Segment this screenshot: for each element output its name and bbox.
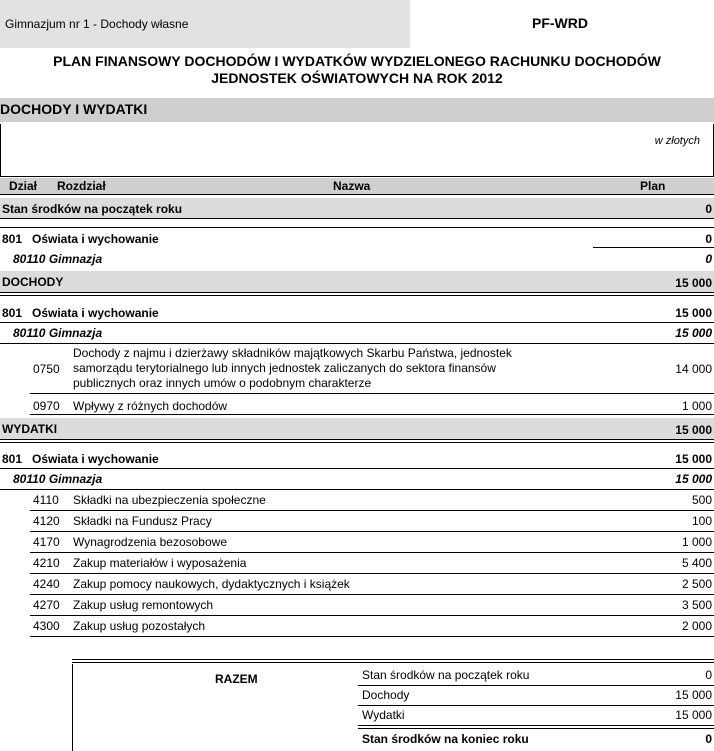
item-value: 2 000 [681, 619, 712, 633]
rozdzial-value: 15 000 [675, 472, 712, 486]
opening-balance-row [0, 198, 714, 218]
item-name: Wynagrodzenia bezosobowe [73, 535, 227, 549]
expenses-total-row [0, 418, 714, 439]
rozdzial-value: 0 [705, 252, 712, 266]
opening-dzial-row [0, 232, 714, 248]
dzial-code: 801 [2, 232, 23, 246]
item-code: 4270 [33, 598, 60, 612]
section-title: DOCHODY I WYDATKI [0, 101, 148, 117]
expense-item-row [0, 535, 714, 551]
summary-row-name: Wydatki [362, 708, 405, 722]
divider [30, 552, 714, 553]
divider [0, 218, 714, 219]
income-dzial-row [0, 306, 714, 322]
document-title-line2: JEDNOSTEK OŚWIATOWYCH NA ROK 2012 [211, 70, 503, 86]
col-nazwa: Nazwa [333, 179, 371, 193]
divider [30, 594, 714, 595]
divider [30, 393, 714, 394]
divider [0, 439, 714, 443]
item-value: 14 000 [675, 362, 712, 376]
item-name-line: samorządu terytorialnego lub innych jednostek zaliczanych do sektora finansów [73, 361, 496, 375]
item-name: Zakup pomocy naukowych, dydaktycznych i książek [73, 577, 350, 591]
opening-balance-value: 0 [705, 202, 712, 216]
divider [593, 247, 714, 248]
summary-row-name: Stan środków na początek roku [362, 668, 530, 682]
col-dzial: Dział [9, 179, 38, 193]
rozdzial-label: 80110 Gimnazja [13, 472, 103, 486]
item-code: 0970 [33, 399, 60, 413]
form-code: PF-WRD [532, 15, 588, 31]
item-code: 4170 [33, 535, 60, 549]
income-item-row [0, 346, 714, 394]
closing-balance-value: 0 [705, 732, 712, 746]
item-code: 0750 [33, 362, 60, 376]
summary-row-value: 15 000 [675, 708, 712, 722]
summary-row [362, 688, 714, 704]
item-name: Zakup materiałów i wyposażenia [73, 556, 247, 570]
col-plan: Plan [640, 179, 666, 193]
unit-note-box [0, 124, 714, 177]
item-value: 1 000 [681, 399, 712, 413]
divider [358, 685, 714, 686]
summary-row-name: Dochody [362, 688, 410, 702]
summary-row-value: 15 000 [675, 688, 712, 702]
dzial-name: Oświata i wychowanie [32, 452, 159, 466]
closing-balance-row [362, 732, 714, 748]
divider [0, 227, 714, 228]
item-name-line: Dochody z najmu i dzierżawy składników majątkowych Skarbu Państwa, jednostek [73, 346, 512, 360]
dzial-value: 15 000 [675, 306, 712, 320]
item-value: 2 500 [681, 577, 712, 591]
divider [30, 531, 714, 532]
item-code: 4210 [33, 556, 60, 570]
divider [30, 510, 714, 511]
item-code: 4240 [33, 577, 60, 591]
dzial-value: 15 000 [675, 452, 712, 466]
rozdzial-value: 15 000 [675, 326, 712, 340]
dzial-name: Oświata i wychowanie [32, 232, 159, 246]
expense-item-row [0, 577, 714, 593]
divider [0, 322, 714, 323]
dzial-code: 801 [2, 452, 23, 466]
summary-row-value: 0 [705, 668, 712, 682]
item-value: 100 [691, 514, 712, 528]
divider [30, 414, 714, 415]
item-name-line: publicznych oraz innych umów o podobnym charakterze [73, 376, 372, 390]
rozdzial-label: 80110 Gimnazja [13, 252, 103, 266]
summary-divider [72, 659, 714, 663]
rozdzial-label: 80110 Gimnazja [13, 326, 103, 340]
expense-item-row [0, 556, 714, 572]
expenses-rozdzial-row [0, 472, 714, 488]
expense-item-row [0, 619, 714, 635]
unit-note: w złotych [654, 135, 700, 147]
opening-balance-label: Stan środków na początek roku [2, 202, 183, 216]
expenses-label: WYDATKI [2, 422, 58, 436]
expenses-dzial-row [0, 452, 714, 468]
item-code: 4120 [33, 514, 60, 528]
expense-item-row [0, 514, 714, 530]
unit-name: Gimnazjum nr 1 - Dochody własne [5, 17, 189, 31]
summary-row [362, 668, 714, 684]
item-code: 4300 [33, 619, 60, 633]
item-name: Zakup usług pozostałych [73, 619, 206, 633]
summary-label: RAZEM [215, 672, 258, 686]
item-name: Zakup usług remontowych [73, 598, 214, 612]
closing-balance-label: Stan środków na koniec roku [362, 732, 529, 746]
item-name: Składki na ubezpieczenia społeczne [73, 493, 266, 507]
income-total: 15 000 [675, 276, 712, 290]
item-value: 3 500 [681, 598, 712, 612]
expense-item-row [0, 493, 714, 509]
divider [358, 725, 714, 729]
divider [0, 292, 714, 296]
divider [30, 615, 714, 616]
item-value: 500 [691, 493, 712, 507]
dzial-code: 801 [2, 306, 23, 320]
income-label: DOCHODY [2, 275, 64, 289]
item-name: Wpływy z różnych dochodów [73, 399, 228, 413]
divider [30, 573, 714, 574]
opening-rozdzial-row [0, 252, 714, 268]
divider [0, 468, 714, 469]
dzial-name: Oświata i wychowanie [32, 306, 159, 320]
item-name [73, 346, 512, 391]
item-value: 1 000 [681, 535, 712, 549]
item-code: 4110 [33, 493, 59, 507]
divider [30, 636, 714, 637]
item-name: Składki na Fundusz Pracy [73, 514, 212, 528]
item-value: 5 400 [681, 556, 712, 570]
summary-left-border [72, 664, 73, 751]
divider [0, 343, 714, 344]
expenses-total: 15 000 [675, 423, 712, 437]
divider [0, 489, 714, 490]
expense-item-row [0, 598, 714, 614]
divider [358, 705, 714, 706]
summary-row [362, 708, 714, 724]
dzial-value: 0 [705, 232, 712, 246]
income-rozdzial-row [0, 326, 714, 342]
income-total-row [0, 271, 714, 292]
col-rozdzial: Rozdział [57, 179, 106, 193]
document-title-line1: PLAN FINANSOWY DOCHODÓW I WYDATKÓW WYDZIELONEGO RACHUNKU DOCHODÓW [53, 53, 661, 69]
income-item-row [0, 399, 714, 415]
